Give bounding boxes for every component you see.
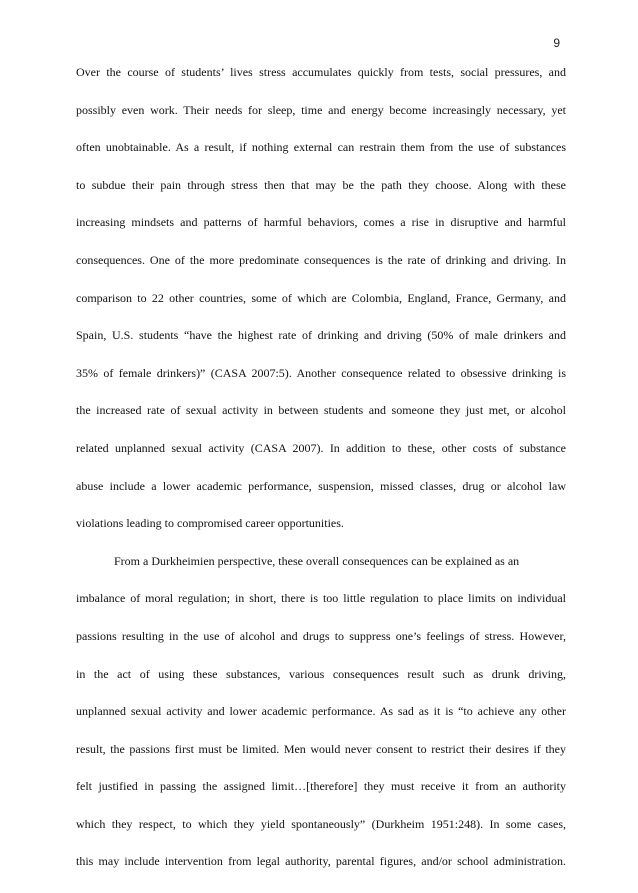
paragraph-line: possibly even work. Their needs for sleep, time and energy become increasingly necessary, yet xyxy=(76,102,566,117)
paragraph-2 xyxy=(76,555,566,868)
paragraph-line: related unplanned sexual activity (CASA 2007). In addition to these, other costs of substance xyxy=(76,440,566,455)
paragraph-line: this may include intervention from legal authority, parental figures, and/or school administration. xyxy=(76,854,566,869)
paragraph-line: Over the course of students’ lives stress accumulates quickly from tests, social pressures, and xyxy=(76,65,566,79)
paragraph-line: Spain, U.S. students “have the highest rate of drinking and driving (50% of male drinkers and xyxy=(76,328,566,343)
paragraph-line: in the act of using these substances, various consequences result such as drunk driving, xyxy=(76,666,566,681)
paragraph-line: unplanned sexual activity and lower academic performance. As sad as it is “to achieve any other xyxy=(76,704,566,719)
paragraph-line: passions resulting in the use of alcohol and drugs to suppress one’s feelings of stress. However, xyxy=(76,628,566,643)
paragraph-line: felt justified in passing the assigned limit…[therefore] they must receive it from an authority xyxy=(76,779,566,794)
paragraph-line: abuse include a lower academic performance, suspension, missed classes, drug or alcohol law xyxy=(76,478,566,493)
paragraph-line: consequences. One of the more predominate consequences is the rate of drinking and driving. In xyxy=(76,252,566,267)
paragraph-1 xyxy=(76,66,566,529)
paragraph-line: result, the passions first must be limited. Men would never consent to restrict their desires if they xyxy=(76,741,566,756)
paragraph-line: which they respect, to which they yield spontaneously” (Durkheim 1951:248). In some cases, xyxy=(76,816,566,831)
body-text xyxy=(76,66,566,893)
paragraph-line: 35% of female drinkers)” (CASA 2007:5). Another consequence related to obsessive drinking is xyxy=(76,365,566,380)
paragraph-line: From a Durkheimien perspective, these overall consequences can be explained as an xyxy=(114,553,520,568)
paragraph-line: violations leading to compromised career opportunities. xyxy=(76,516,344,531)
page-number: 9 xyxy=(553,36,560,50)
paragraph-line: often unobtainable. As a result, if nothing external can restrain them from the use of substances xyxy=(76,140,566,155)
paragraph-line: the increased rate of sexual activity in between students and someone they just met, or alcohol xyxy=(76,403,566,418)
paragraph-line: imbalance of moral regulation; in short, there is too little regulation to place limits on individual xyxy=(76,591,566,606)
paragraph-line: comparison to 22 other countries, some of which are Colombia, England, France, Germany, and xyxy=(76,290,566,305)
paragraph-line: increasing mindsets and patterns of harmful behaviors, comes a rise in disruptive and harmful xyxy=(76,215,566,230)
paragraph-line: to subdue their pain through stress then that may be the path they choose. Along with these xyxy=(76,177,566,192)
